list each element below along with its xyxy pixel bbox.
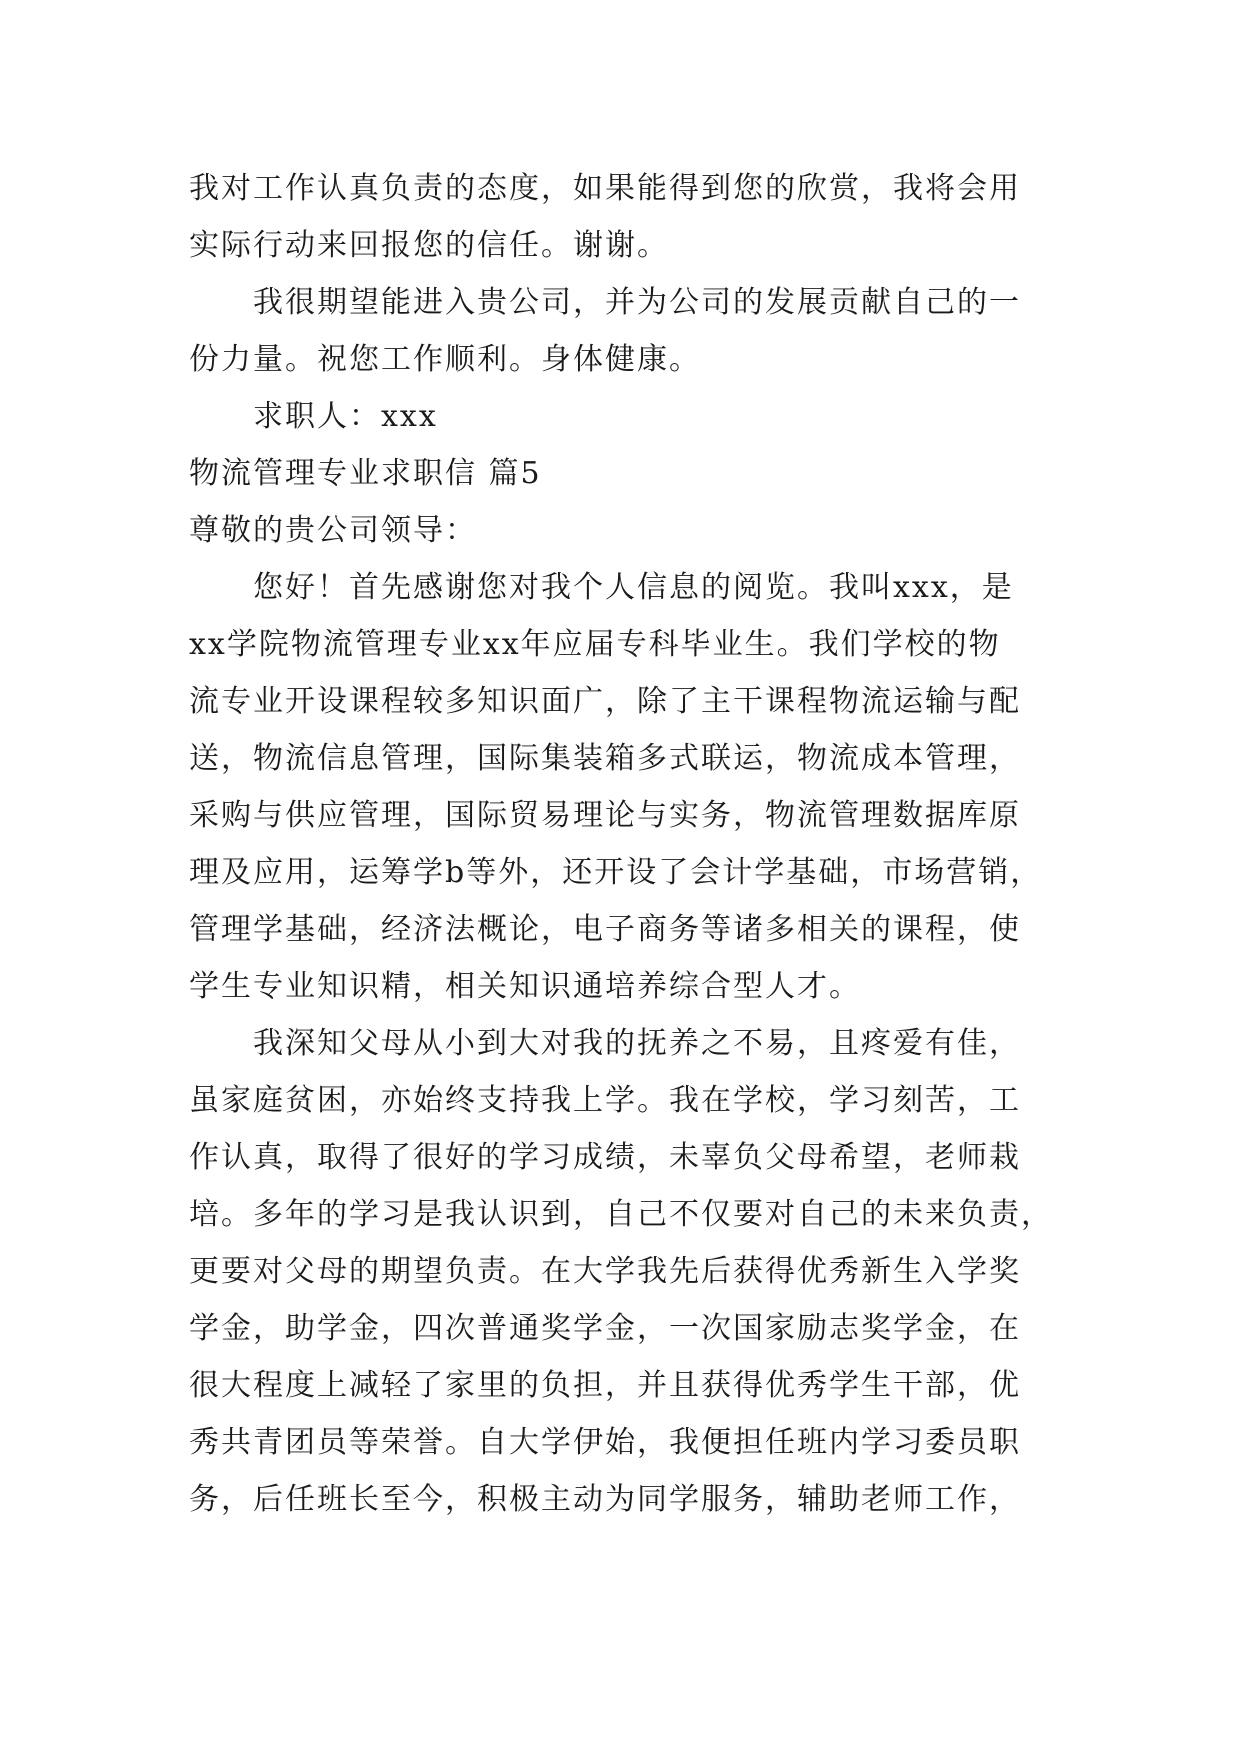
text-line: 培。多年的学习是我认识到，自己不仅要对自己的未来负责，: [189, 1197, 1053, 1232]
text-line: 管理学基础，经济法概论，电子商务等诸多相关的课程，使: [189, 912, 1021, 947]
text-line: 秀共青团员等荣誉。自大学伊始，我便担任班内学习委员职: [189, 1425, 1021, 1460]
text-line: 实际行动来回报您的信任。谢谢。: [189, 228, 669, 263]
text-line: 虽家庭贫困，亦始终支持我上学。我在学校，学习刻苦，工: [189, 1083, 1021, 1118]
text-line: 很大程度上减轻了家里的负担，并且获得优秀学生干部，优: [189, 1368, 1021, 1403]
text-line: 您好！首先感谢您对我个人信息的阅览。我叫xxx，是: [253, 570, 1014, 605]
text-line: 流专业开设课程较多知识面广，除了主干课程物流运输与配: [189, 684, 1021, 719]
text-line: 学生专业知识精，相关知识通培养综合型人才。: [189, 969, 861, 1004]
text-line: 作认真，取得了很好的学习成绩，未辜负父母希望，老师栽: [189, 1140, 1021, 1175]
text-line: 更要对父母的期望负责。在大学我先后获得优秀新生入学奖: [189, 1254, 1021, 1289]
text-line: 我对工作认真负责的态度，如果能得到您的欣赏，我将会用: [189, 171, 1021, 206]
text-line: 理及应用，运筹学b等外，还开设了会计学基础，市场营销，: [189, 855, 1043, 890]
text-line: 送，物流信息管理，国际集装箱多式联运，物流成本管理，: [189, 741, 1021, 776]
text-line: xx学院物流管理专业xx年应届专科毕业生。我们学校的物: [189, 627, 1001, 662]
text-line: 我很期望能进入贵公司，并为公司的发展贡献自己的一: [253, 285, 1021, 320]
document-body: [189, 160, 1069, 1528]
text-line: 份力量。祝您工作顺利。身体健康。: [189, 342, 701, 377]
salutation: 尊敬的贵公司领导：: [189, 513, 477, 548]
text-line: 采购与供应管理，国际贸易理论与实务，物流管理数据库原: [189, 798, 1021, 833]
text-line: 学金，助学金，四次普通奖学金，一次国家励志奖学金，在: [189, 1311, 1021, 1346]
signature-line: 求职人：xxx: [253, 399, 438, 434]
text-line: 我深知父母从小到大对我的抚养之不易，且疼爱有佳，: [253, 1026, 1021, 1061]
section-heading: 物流管理专业求职信 篇5: [189, 456, 542, 491]
text-line: 务，后任班长至今，积极主动为同学服务，辅助老师工作，: [189, 1482, 1021, 1517]
